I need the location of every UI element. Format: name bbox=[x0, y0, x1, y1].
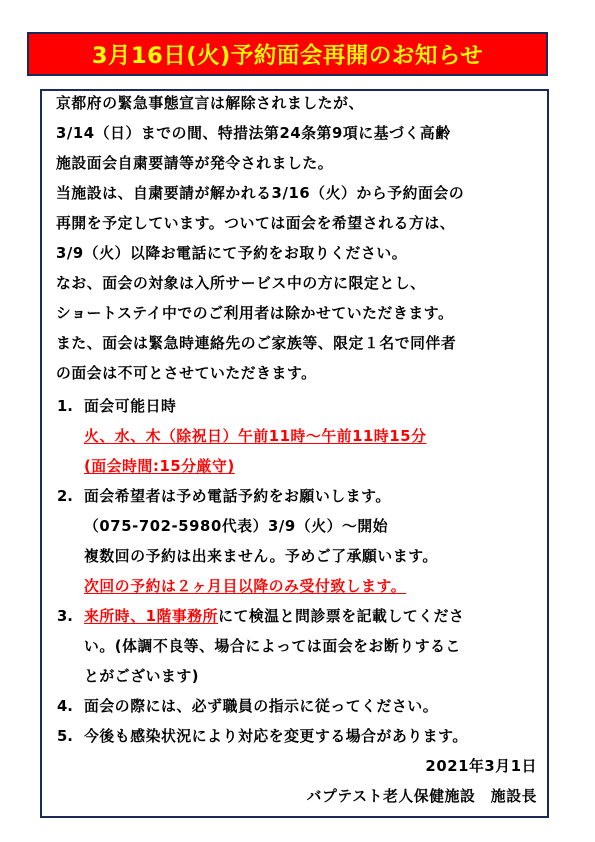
intro-line: 当施設は、自粛要請が解かれる3/16（火）から予約面会の bbox=[56, 185, 465, 202]
item5-text: 今後も感染状況により対応を変更する場合があります。 bbox=[84, 728, 468, 745]
page-title: 3月16日(火)予約面会再開のお知らせ bbox=[91, 43, 484, 69]
item3-highlight: 来所時、1階事務所 bbox=[84, 608, 219, 625]
item3-line2: い。(体調不良等、場合によっては面会をお断りするこ bbox=[84, 638, 461, 655]
item2-note: 複数回の予約は出来ません。予めご了承願います。 bbox=[84, 548, 438, 565]
item3-line1 bbox=[84, 608, 464, 626]
footer-signature: バプテスト老人保健施設 施設長 bbox=[306, 788, 537, 805]
item-number: 4. bbox=[57, 698, 73, 715]
intro-line: 再開を予定しています。ついては面会を希望される方は、 bbox=[56, 215, 456, 232]
intro-line: なお、面会の対象は入所サービス中の方に限定とし、 bbox=[56, 275, 426, 292]
intro-line: 施設面会自粛要請等が発令されました。 bbox=[56, 155, 334, 172]
item-number: 5. bbox=[57, 728, 73, 745]
intro-line: また、面会は緊急時連絡先のご家族等、限定１名で同伴者 bbox=[56, 335, 457, 352]
item1-schedule: 火、水、木（除祝日）午前11時～午前11時15分 bbox=[84, 428, 427, 445]
item-number: 2. bbox=[57, 488, 73, 505]
item1-heading: 面会可能日時 bbox=[84, 398, 177, 415]
intro-line: の面会は不可とさせていただきます。 bbox=[56, 365, 317, 382]
item3-line3: とがございます) bbox=[84, 668, 200, 685]
intro-line: 京都府の緊急事態宣言は解除されましたが、 bbox=[56, 95, 364, 112]
intro-line: 3/14（日）までの間、特措法第24条第9項に基づく高齢 bbox=[56, 125, 451, 142]
item2-phone: （075-702-5980代表）3/9（火）～開始 bbox=[84, 518, 389, 535]
item2-next: 次回の予約は２ヶ月目以降のみ受付致します。 bbox=[84, 578, 407, 595]
title-banner bbox=[27, 32, 548, 76]
item-number: 3. bbox=[57, 608, 73, 625]
intro-line: ショートステイ中でのご利用者は除かせていただきます。 bbox=[56, 305, 454, 322]
item-number: 1. bbox=[57, 398, 73, 415]
item3-text-rest: にて検温と問診票を記載してくださ bbox=[218, 608, 465, 625]
item4-text: 面会の際には、必ず職員の指示に従ってください。 bbox=[84, 698, 439, 715]
intro-line: 3/9（火）以降お電話にて予約をお取りください。 bbox=[56, 245, 408, 262]
item1-duration: (面会時間:15分厳守) bbox=[84, 458, 235, 475]
item2-text: 面会希望者は予め電話予約をお願いします。 bbox=[84, 488, 391, 505]
footer-date: 2021年3月1日 bbox=[425, 758, 537, 775]
